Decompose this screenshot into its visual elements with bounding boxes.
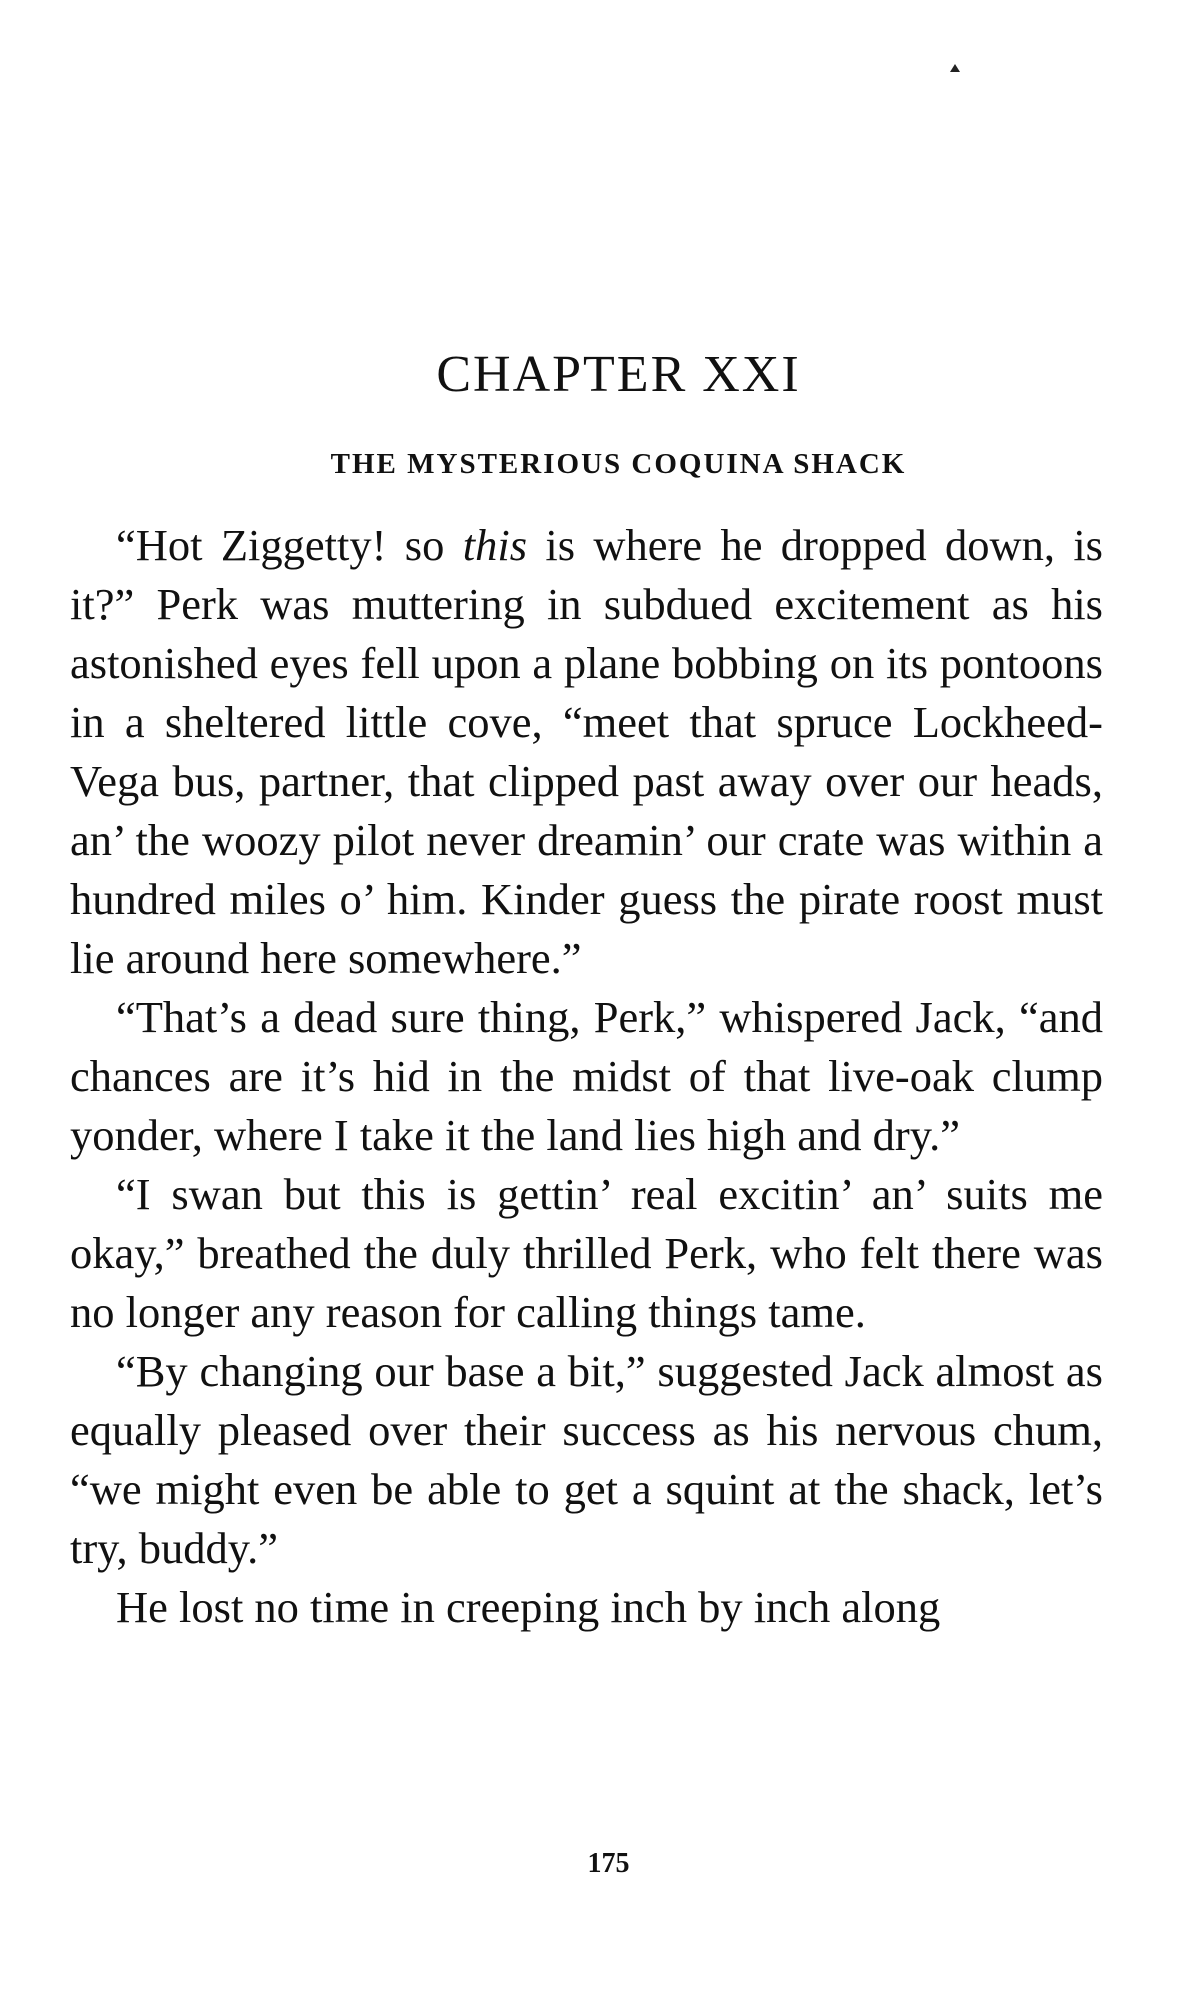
paragraph-1-text-end: is where he dropped down, is it?” Perk was muttering in subdued excitement as his astonished eyes fell upon a plane bobbing on its pontoons in a sheltered little cove, “meet that spruce Lockheed-Vega bus, partner, that clipped past away over our heads, an’ the woozy pilot never dreamin’ our crate was within a hundred miles o’ him. Kinder guess the pirate roost must lie around here somewhere.” xyxy=(70,520,1104,983)
paragraph-4: “By changing our base a bit,” suggested Jack almost as equally pleased over their success as his nervous chum, “we might even be able to get a squint at the shack, let’s try, buddy.” xyxy=(70,1346,1103,1573)
paragraph-5: He lost no time in creeping inch by inch along xyxy=(116,1582,941,1632)
paragraph-1 xyxy=(70,516,1103,988)
paragraph-1-emphasis: this xyxy=(462,520,528,570)
page-number: 175 xyxy=(587,1848,630,1879)
chapter-body xyxy=(70,516,1103,1637)
chapter-title: THE MYSTERIOUS COQUINA SHACK xyxy=(330,448,907,480)
paragraph-2: “That’s a dead sure thing, Perk,” whispered Jack, “and chances are it’s hid in the midst of that live-oak clump yonder, where I take it the land lies high and dry.” xyxy=(70,992,1103,1160)
print-speck xyxy=(950,64,960,72)
paragraph-3: “I swan but this is gettin’ real excitin’ an’ suits me okay,” breathed the duly thrilled Perk, who felt there was no longer any reason for calling things tame. xyxy=(70,1169,1103,1337)
chapter-number: CHAPTER XXI xyxy=(436,346,801,403)
paragraph-1-text-start: “Hot Ziggetty! so xyxy=(116,520,463,570)
